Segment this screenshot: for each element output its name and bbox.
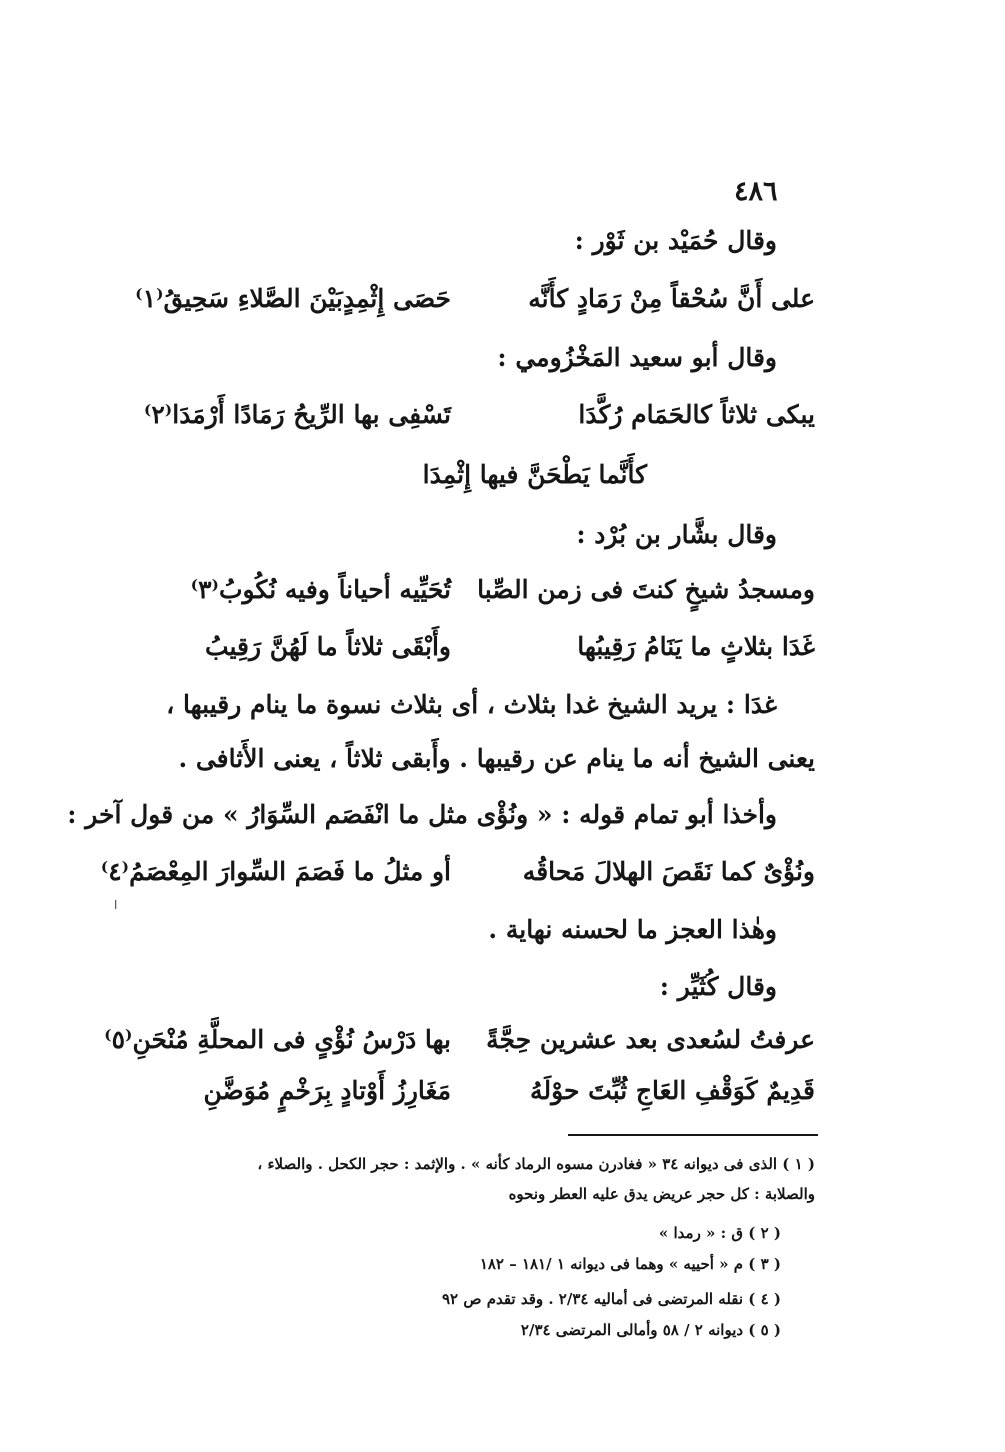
verse-3-second-hemistich: تُحَيِّيه أحياناً وفيه نُكُوبُ⁽٣⁾	[190, 575, 451, 604]
verse-7-second-hemistich: مَغَارِزُ أَوْتادٍ بِرَخْمٍ مُوَضَّنِ	[203, 1076, 451, 1105]
commentary-line-1: غدَا : يريد الشيخ غدا بثلاث ، أى بثلاث نسوة ما ينام رقيبها ،	[166, 690, 777, 719]
footnote-1-line-2: والصلابة : كل حجر عريض يدق عليه العطر ونحوه	[508, 1185, 815, 1203]
poet-heading-kuthayyir: وقال كُثَيِّر :	[659, 972, 777, 1001]
footnote-divider	[568, 1134, 818, 1136]
verse-2-continuation: كأَنَّما يَطْحَنَّ فيها إِثْمِدَا	[422, 460, 647, 489]
verse-1-second-hemistich: حَصَى إِثْمِدٍبَيْنَ الصَّلاءِ سَحِيقُ⁽١⁾	[135, 284, 451, 313]
footnote-2: ( ٢ ) ق : « رمدا »	[658, 1224, 781, 1242]
page-number: ٤٨٦	[734, 176, 778, 207]
verse-6-first-hemistich: عرفتُ لسُعدى بعد عشرين حِجَّةً	[486, 1025, 815, 1054]
poet-heading-humayd: وقال حُمَيْد بن ثَوْر :	[574, 226, 777, 255]
footnote-5: ( ٥ ) ديوانه ٢ / ٥٨ وأمالى المرتضى ٢/٣٤	[520, 1321, 781, 1339]
commentary-line-2: يعنى الشيخ أنه ما ينام عن رقيبها . وأَبقى ثلاثاً ، يعنى الأَثافى .	[178, 744, 815, 773]
footnote-1-line-1: ( ١ ) الذى فى ديوانه ٣٤ « فغادرن مسوه الرماد كأنه » . والإثمد : حجر الكحل . والصلاء ،	[257, 1155, 815, 1173]
verse-2-second-hemistich: تَسْفِى بها الرِّيحُ رَمَادًا أَرْمَدَا⁽٢⁾	[143, 400, 451, 429]
verse-5-first-hemistich: ونُؤْىٌ كما نَقَصَ الهلالَ مَحاقُه	[522, 857, 815, 886]
verse-4-second-hemistich: وأَبْقَى ثلاثاً ما لَهُنَّ رَقِيبُ	[204, 632, 451, 661]
verse-1-first-hemistich: على أَنَّ سُحْقاً مِنْ رَمَادٍ كأَنَّه	[528, 284, 815, 313]
footnote-4: ( ٤ ) نقله المرتضى فى أماليه ٢/٣٤ . وقد تقدم ص ٩٢	[441, 1290, 781, 1308]
commentary-line-4: وهٰذا العجز ما لحسنه نهاية .	[488, 915, 777, 944]
verse-6-second-hemistich: بها دَرْسُ نُؤْىٍ فى المحلَّةِ مُنْحَنِ⁽٥⁾	[104, 1025, 451, 1054]
commentary-line-3: وأخذا أبو تمام قوله : « ونُؤْى مثل ما انْفَصَم السِّوَارُ » من قول آخر :	[67, 800, 777, 829]
poet-heading-makhzumi: وقال أبو سعيد المَخْزُومي :	[497, 343, 777, 372]
verse-4-first-hemistich: غَدَا بثلاثٍ ما يَنَامُ رَقِيبُها	[577, 632, 815, 661]
verse-3-first-hemistich: ومسجدُ شيخٍ كنتَ فى زمن الصِّبا	[477, 575, 815, 604]
margin-mark: ا	[114, 898, 118, 912]
footnote-3: ( ٣ ) م « أحييه » وهما فى ديوانه ١ /١٨١ – ١٨٢	[479, 1255, 781, 1273]
verse-5-second-hemistich: أو مثلُ ما فَصَمَ السِّوارَ المِعْصَمُ⁽٤⁾	[100, 857, 451, 886]
verse-7-first-hemistich: قَدِيمٌ كَوَقْفِ العَاجِ ثُبِّتَ حوْلَهُ	[530, 1076, 815, 1105]
poet-heading-bashshar: وقال بشَّار بن بُرْد :	[576, 520, 777, 549]
verse-2-first-hemistich: يبكى ثلاثاً كالحَمَام رُكَّدَا	[578, 400, 815, 429]
